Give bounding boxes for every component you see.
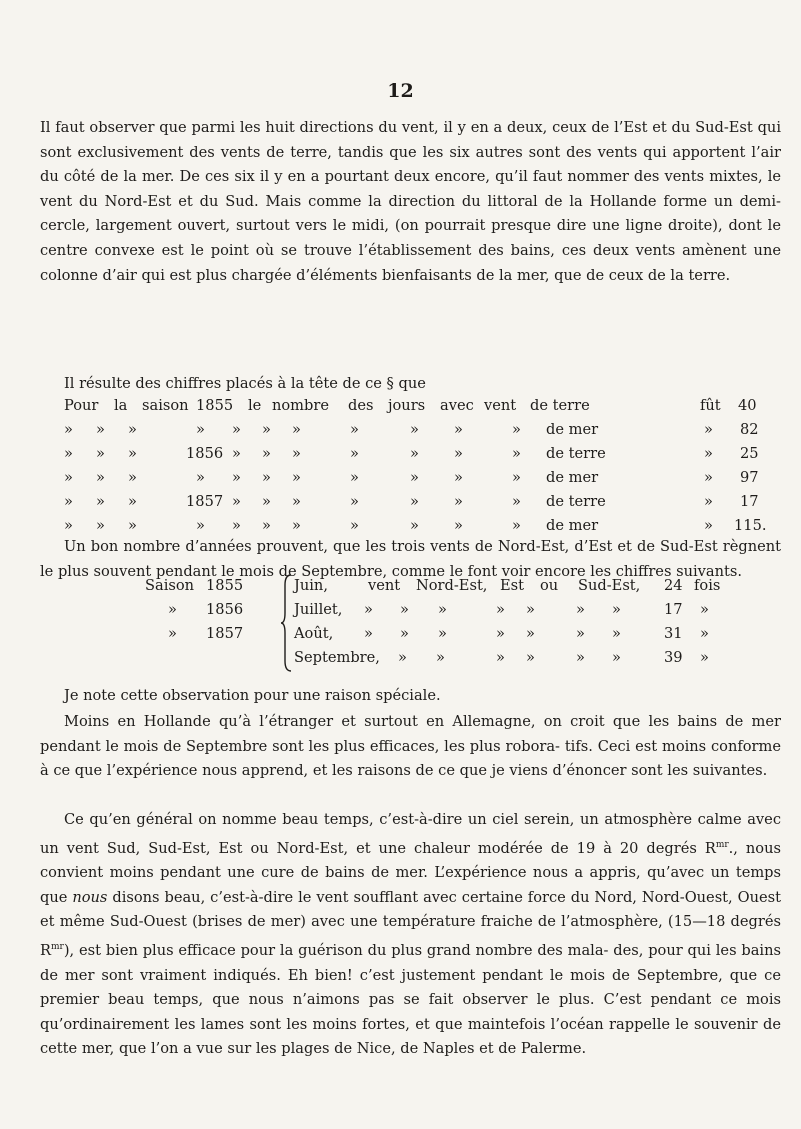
page-number: 12 [387, 80, 414, 102]
table-cell: de terre [530, 397, 590, 414]
ditto-mark: » [292, 517, 301, 534]
ditto-mark: » [292, 421, 301, 438]
ditto-mark: » [512, 445, 521, 462]
table-cell: » [436, 649, 445, 666]
table-cell-wind: de terre [546, 445, 606, 462]
ditto-mark: » [292, 493, 301, 510]
table-cell: » [526, 625, 535, 642]
paragraph-note: Je note cette observation pour une raison spéciale. [64, 687, 441, 704]
ditto-mark: » [232, 445, 241, 462]
table-cell-count: 82 [740, 421, 759, 438]
table-cell: » [576, 649, 585, 666]
table-cell: » [168, 601, 177, 618]
ditto-mark: » [64, 421, 73, 438]
table-cell-year: 1857 [206, 625, 244, 642]
table-cell: » [364, 601, 373, 618]
table-cell-count: 31 [664, 625, 683, 642]
table-cell: nombre [272, 397, 329, 414]
ditto-mark: » [350, 469, 359, 486]
table-cell: » [496, 649, 505, 666]
table-cell: saison [142, 397, 189, 414]
table-cell: » [400, 601, 409, 618]
table-cell-count: 17 [740, 493, 759, 510]
paragraph-text: ), est bien plus efficace pour la guérison du plus grand nombre des mala- des, pour qui les bains de mer sont vraiment indiqués. Eh bien! c’est justement pendant le mois de Septembre, que ce premier beau temps, que nous n’aimons pas se fait observer le plus. C’est pendant ce mois qu’ordinairement les lames sont les moins fortes, et que maintefois l’océan rappelle le souvenir de cette mer, que l’on a vue sur les plages de Nice, de Naples et de Palerme. [40, 941, 781, 1058]
table-cell-year: » [196, 517, 205, 534]
table-cell: vent [484, 397, 517, 414]
table-cell: » [612, 625, 621, 642]
ditto-mark: » [350, 445, 359, 462]
table-cell: » [496, 625, 505, 642]
table-row [0, 469, 801, 493]
table-cell: fût [700, 397, 721, 414]
table-cell-year: » [196, 421, 205, 438]
ditto-mark: » [410, 445, 419, 462]
table-row [0, 493, 801, 517]
ditto-mark: » [704, 445, 713, 462]
table-cell: » [398, 649, 407, 666]
ditto-mark: » [350, 421, 359, 438]
ditto-mark: » [64, 469, 73, 486]
table-cell: Nord-Est, [416, 577, 488, 594]
paragraph-weather [40, 808, 781, 1062]
table-cell-month: Juin, [294, 577, 328, 594]
table-cell-year: 1856 [186, 445, 224, 462]
table-cell-unit: » [700, 649, 709, 666]
paragraph-text: ., nous convient moins pendant une cure de bains de mer. L’expérience nous a appris, qu’avec un temps que [40, 839, 781, 906]
table-cell-unit: fois [694, 577, 721, 594]
table-cell: 40 [738, 397, 757, 414]
table-cell: » [612, 601, 621, 618]
table-cell: » [400, 625, 409, 642]
table-cell: 1855 [196, 397, 234, 414]
table-cell-count: 24 [664, 577, 683, 594]
table-cell-wind: de terre [546, 493, 606, 510]
table-row [0, 649, 801, 673]
paragraph-text: Ce qu’en général on nomme beau temps, c’est-à-dire un ciel serein, un atmosphère calme avec un vent Sud, Sud-Est, Est ou Nord-Est, et une chaleur modérée de 19 à 20 degrés R [40, 811, 781, 857]
table-cell: » [576, 601, 585, 618]
ditto-mark: » [232, 469, 241, 486]
table-cell-wind: de mer [546, 421, 599, 438]
ditto-mark: » [454, 469, 463, 486]
table-cell-count: 115. [734, 517, 767, 534]
table-cell: la [114, 397, 128, 414]
table-cell: des [348, 397, 374, 414]
table-cell-year: 1857 [186, 493, 224, 510]
table-cell: avec [440, 397, 474, 414]
table-row [0, 421, 801, 445]
ditto-mark: » [64, 493, 73, 510]
ditto-mark: » [128, 517, 137, 534]
table-row [0, 625, 801, 649]
paragraph-intro-line: Il résulte des chiffres placés à la tête de ce § que [64, 375, 426, 392]
table-cell: le [248, 397, 262, 414]
table-cell: » [364, 625, 373, 642]
table-cell-year: » [196, 469, 205, 486]
ditto-mark: » [64, 517, 73, 534]
table-cell: Est [500, 577, 525, 594]
table-cell-unit: » [700, 601, 709, 618]
ditto-mark: » [454, 517, 463, 534]
table-cell: ou [540, 577, 559, 594]
table-cell: jours [388, 397, 426, 414]
ditto-mark: » [262, 445, 271, 462]
ditto-mark: » [96, 493, 105, 510]
table-row [0, 577, 801, 601]
table-cell: » [168, 625, 177, 642]
ditto-mark: » [350, 517, 359, 534]
ditto-mark: » [262, 517, 271, 534]
ditto-mark: » [96, 421, 105, 438]
paragraph-september-winds: Un bon nombre d’années prouvent, que les trois vents de Nord-Est, d’Est et de Sud-Est règnent le plus souvent pendant le mois de Septembre, comme le font voir encore les chiffres suivants. [40, 538, 781, 580]
table-cell-count: 25 [740, 445, 759, 462]
paragraph-wind-directions: Il faut observer que parmi les huit directions du vent, il y en a deux, ceux de l’Est et du Sud-Est qui sont exclusivement des vents de terre, tandis que les six autres sont des vents qui apportent l’air du côté de la mer. De ces six il y en a pourtant deux encore, qu’il faut nommer des vents mixtes, le vent du Nord-Est et du Sud. Mais comme la direction du littoral de la Hollande forme un demi-cercle, largement ouvert, surtout vers le midi, (on pourrait presque dire une ligne droite), dont le centre convexe est le point où se trouve l’établissement des bains, ces deux vents amènent une colonne d’air qui est plus chargée d’éléments bienfaisants de la mer, que de ceux de la terre. [40, 119, 781, 284]
ditto-mark: » [350, 493, 359, 510]
paragraph-september-baths: Moins en Hollande qu’à l’étranger et surtout en Allemagne, on croit que les bains de mer pendant le mois de Septembre sont les plus efficaces, les plus robora- tifs. Ceci est moins conforme à ce que l’expérience nous apprend, et les raisons de ce que je viens d’énoncer sont les suivantes. [40, 713, 781, 780]
table-cell-count: 17 [664, 601, 683, 618]
ditto-mark: » [64, 445, 73, 462]
paragraph-text: disons beau, c’est-à-dire le vent soufflant avec certaine force du Nord, Nord-Ouest, Ouest et même Sud-Ouest (brises de mer) avec une température fraiche de l’atmosphère, (15—18 degrés R [40, 888, 781, 959]
ditto-mark: » [454, 421, 463, 438]
ditto-mark: » [410, 493, 419, 510]
table-cell-unit: » [700, 625, 709, 642]
ditto-mark: » [410, 469, 419, 486]
table-cell: » [496, 601, 505, 618]
ditto-mark: » [704, 421, 713, 438]
table-cell: vent [368, 577, 401, 594]
ditto-mark: » [512, 421, 521, 438]
table-cell-wind: de mer [546, 469, 599, 486]
ditto-mark: » [262, 421, 271, 438]
table-cell-count: 39 [664, 649, 683, 666]
ditto-mark: » [704, 517, 713, 534]
ditto-mark: » [96, 445, 105, 462]
ditto-mark: » [410, 421, 419, 438]
ditto-mark: » [232, 421, 241, 438]
table-cell-year: 1855 [206, 577, 244, 594]
table-cell-year: 1856 [206, 601, 244, 618]
ditto-mark: » [128, 421, 137, 438]
table-cell: » [526, 601, 535, 618]
table-cell-month: Septembre, [294, 649, 380, 666]
ditto-mark: » [704, 469, 713, 486]
superscript: mr [715, 839, 729, 850]
ditto-mark: » [454, 445, 463, 462]
table-cell: » [576, 625, 585, 642]
superscript: mr [51, 941, 64, 952]
ditto-mark: » [704, 493, 713, 510]
ditto-mark: » [232, 493, 241, 510]
ditto-mark: » [262, 493, 271, 510]
ditto-mark: » [292, 469, 301, 486]
ditto-mark: » [232, 517, 241, 534]
table-cell: Pour [64, 397, 99, 414]
ditto-mark: » [454, 493, 463, 510]
ditto-mark: » [410, 517, 419, 534]
ditto-mark: » [262, 469, 271, 486]
season-header-row [0, 397, 801, 421]
table-row [0, 445, 801, 469]
table-cell: » [612, 649, 621, 666]
table-cell: Sud-Est, [578, 577, 641, 594]
table-cell: » [438, 625, 447, 642]
table-row [0, 601, 801, 625]
table-cell: » [526, 649, 535, 666]
table-cell-count: 97 [740, 469, 759, 486]
table-cell-month: Août, [294, 625, 334, 642]
ditto-mark: » [96, 517, 105, 534]
table-cell-month: Juillet, [294, 601, 343, 618]
table-cell-wind: de mer [546, 517, 599, 534]
ditto-mark: » [128, 445, 137, 462]
table-cell: » [438, 601, 447, 618]
ditto-mark: » [512, 517, 521, 534]
ditto-mark: » [292, 445, 301, 462]
ditto-mark: » [96, 469, 105, 486]
ditto-mark: » [128, 493, 137, 510]
ditto-mark: » [512, 493, 521, 510]
ditto-mark: » [512, 469, 521, 486]
emphasis-text: nous [72, 888, 108, 906]
ditto-mark: » [128, 469, 137, 486]
table-cell: Saison [145, 577, 195, 594]
